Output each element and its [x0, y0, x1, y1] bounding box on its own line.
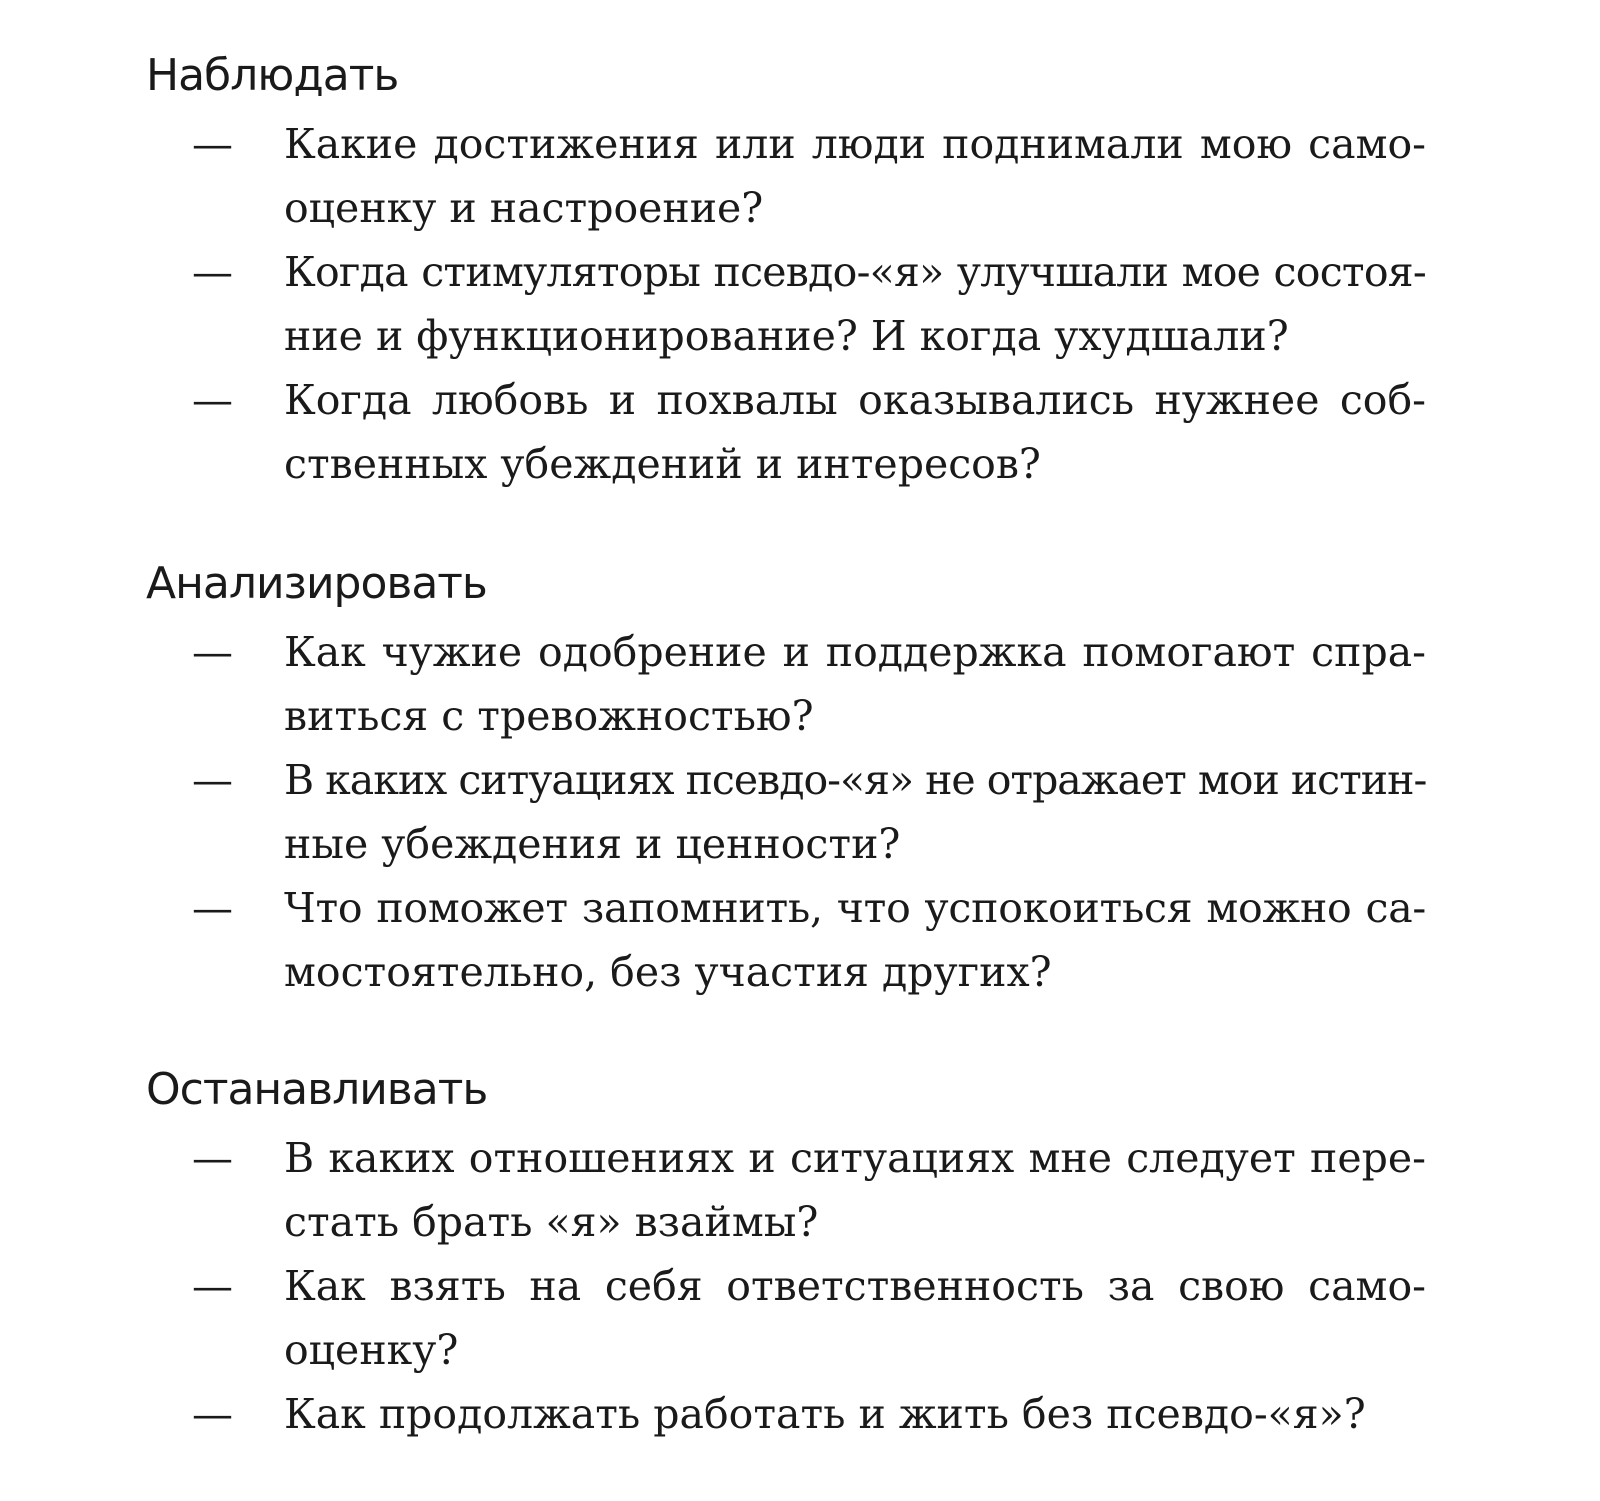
text-line: Когда стимуляторы псевдо-«я» улучшали мое состоя-	[284, 248, 1426, 296]
text-line: Как взять на себя ответственность за свою само-	[284, 1262, 1426, 1310]
text-line: мостоятельно, без участия других?	[284, 948, 1052, 996]
dash-bullet: —	[192, 1262, 233, 1310]
dash-bullet: —	[192, 756, 233, 804]
list-item	[0, 112, 1600, 240]
text-line: Какие достижения или люди поднимали мою само-	[284, 120, 1426, 168]
text-line: Когда любовь и похвалы оказывались нужнее соб-	[284, 376, 1426, 424]
list-item	[0, 876, 1600, 1004]
text-line: стать брать «я» взаймы?	[284, 1198, 819, 1246]
question-list	[0, 1126, 1600, 1446]
text-line: оценку?	[284, 1326, 459, 1374]
list-item	[0, 1126, 1600, 1254]
dash-bullet: —	[192, 376, 233, 424]
dash-bullet: —	[192, 628, 233, 676]
text-line: Как чужие одобрение и поддержка помогают спра-	[284, 628, 1426, 676]
dash-bullet: —	[192, 1390, 233, 1438]
question-list	[0, 620, 1600, 1004]
dash-bullet: —	[192, 1134, 233, 1182]
text-line: В каких отношениях и ситуациях мне следует пере-	[284, 1134, 1426, 1182]
list-item	[0, 620, 1600, 748]
dash-bullet: —	[192, 884, 233, 932]
section-title: Останавливать	[146, 1064, 488, 1115]
list-item	[0, 748, 1600, 876]
text-line: оценку и настроение?	[284, 184, 764, 232]
list-item	[0, 1254, 1600, 1382]
section-title: Наблюдать	[146, 50, 399, 101]
text-line: Что поможет запомнить, что успокоиться можно са-	[284, 884, 1426, 932]
dash-bullet: —	[192, 120, 233, 168]
question-list	[0, 112, 1600, 496]
list-item	[0, 240, 1600, 368]
text-line: ние и функционирование? И когда ухудшали?	[284, 312, 1289, 360]
text-line: виться с тревожностью?	[284, 692, 814, 740]
text-line: В каких ситуациях псевдо-«я» не отражает мои истин-	[284, 756, 1426, 804]
list-item	[0, 368, 1600, 496]
dash-bullet: —	[192, 248, 233, 296]
text-line: ные убеждения и ценности?	[284, 820, 901, 868]
text-line: ственных убеждений и интересов?	[284, 440, 1041, 488]
section-title: Анализировать	[146, 558, 487, 609]
text-line: Как продолжать работать и жить без псевдо-«я»?	[284, 1390, 1366, 1438]
list-item	[0, 1382, 1600, 1446]
